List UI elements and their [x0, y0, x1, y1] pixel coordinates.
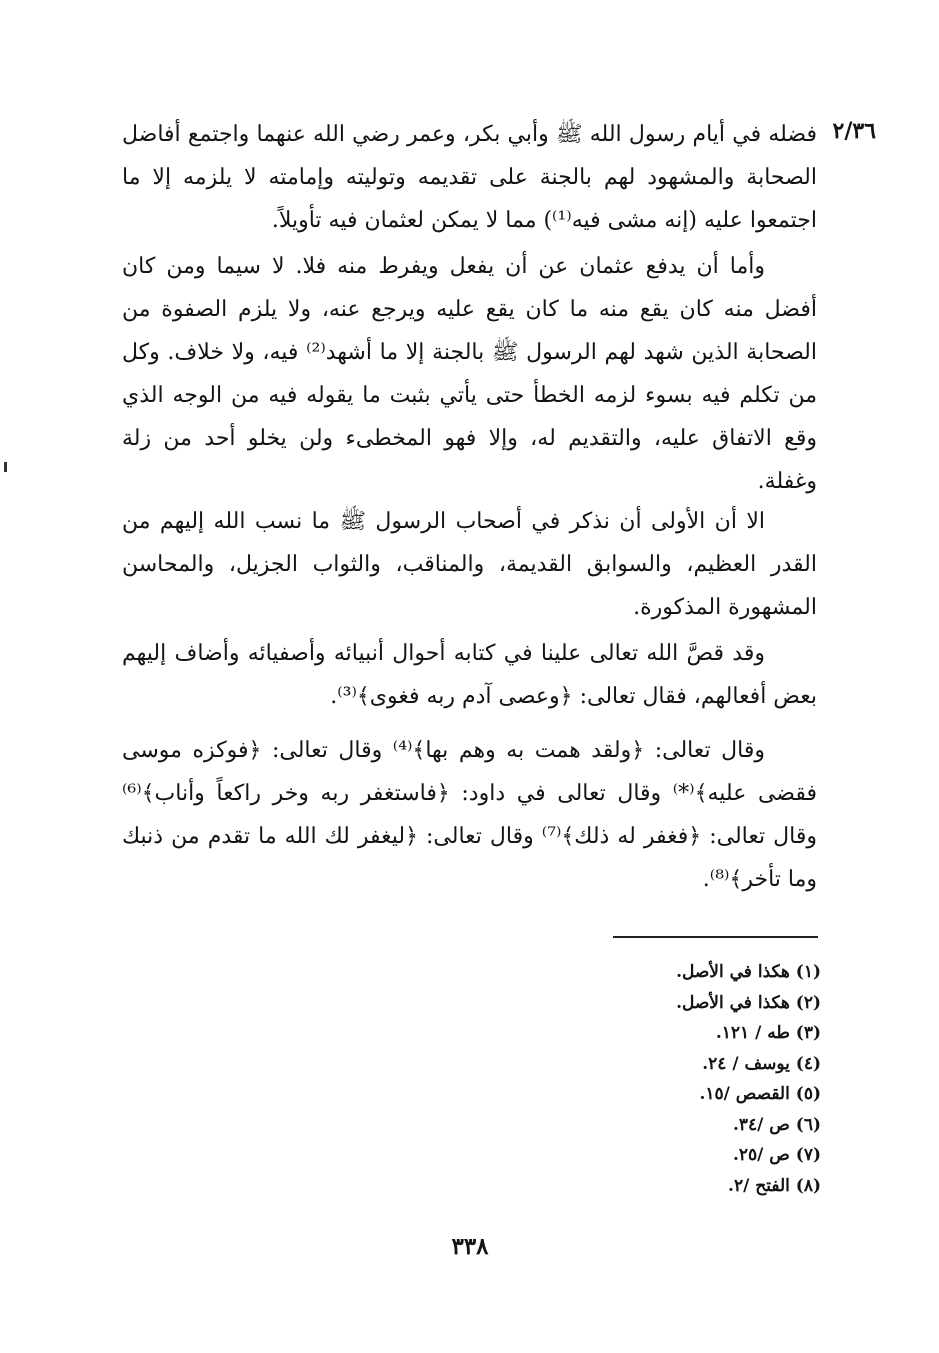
section-reference: ٢/٣٦ [832, 118, 876, 144]
paragraph-4 [122, 632, 817, 718]
paragraph-1 [122, 113, 817, 242]
footnote-2: (٢) هكذا في الأصل. [676, 992, 821, 1013]
footnote-5: (٥) القصص /١٥. [699, 1084, 821, 1104]
footnote-4: (٤) يوسف / ٢٤. [702, 1053, 821, 1074]
paragraph-3 [122, 500, 817, 629]
paragraph-text: وقد قصَّ الله تعالى علينا في كتابه أحوال أنبيائه وأصفيائه وأضاف إليهم بعض أفعالهم، فقال تعالى: ﴿وعصى آدم ربه فغوى﴾⁽³⁾. [122, 641, 817, 709]
footnote-1: (١) هكذا في الأصل. [676, 962, 821, 982]
footnote-3: (٣) طه / ١٢١. [715, 1023, 821, 1043]
footnote-8: (٨) الفتح /٢. [728, 1175, 821, 1196]
paragraph-2 [122, 245, 817, 503]
paragraph-text: فضله في أيام رسول الله ﷺ وأبي بكر، وعمر رضي الله عنهما واجتمع أفاضل الصحابة والمشهود لهم بالجنة على تقديمه وتوليته وإمامته لا يلزمه إلا ما اجتمعوا عليه (إنه مشى فيه⁽¹⁾) مما لا يمكن لعثمان فيه تأويلاً. [122, 122, 817, 233]
paragraph-text: وقال تعالى: ﴿ولقد همت به وهم بها﴾⁽⁴⁾ وقال تعالى: ﴿فوكزه موسى فقضى عليه﴾⁽*⁾ وقال تعالى في داود: ﴿فاستغفر ربه وخر راكعاً وأناب﴾⁽⁶⁾ وقال تعالى: ﴿فغفر له ذلك﴾⁽⁷⁾ وقال تعالى: ﴿ليغفر لك الله ما تقدم من ذنبك وما تأخر﴾⁽⁸⁾. [122, 738, 817, 892]
footnotes-list [561, 957, 821, 1201]
page-number: ٣٣٨ [451, 1233, 489, 1260]
paragraph-5 [122, 729, 817, 901]
footnote-6: (٦) ص /٣٤. [732, 1114, 821, 1135]
paragraph-text: الا أن الأولى أن نذكر في أصحاب الرسول ﷺ ما نسب الله إليهم من القدر العظيم، والسوابق القديمة، والمناقب، والثواب الجزيل، والمحاسن المشهورة المذكورة. [122, 509, 817, 620]
footnote-7: (٧) ص /٢٥. [732, 1145, 821, 1165]
footnote-separator [613, 936, 818, 938]
paragraph-text: وأما أن يدفع عثمان عن أن يفعل ويفرط منه فلا. لا سيما ومن كان أفضل منه كان يقع منه ما كان يقع عليه ويرجع عنه، ولا يلزم الصفوة من الصحابة الذين شهد لهم الرسول ﷺ بالجنة إلا ما أشهد⁽²⁾ فيه، ولا خلاف. وكل من تكلم فيه بسوء لزمه الخطأ حتى يأتي بثبت ما يقوله فيه من الوجه الذي وقع الاتفاق عليه، والتقديم له، وإلا فهو المخطىء ولن يخلو أحد من زلة وغفلة. [122, 254, 817, 494]
scan-mark [4, 462, 7, 472]
